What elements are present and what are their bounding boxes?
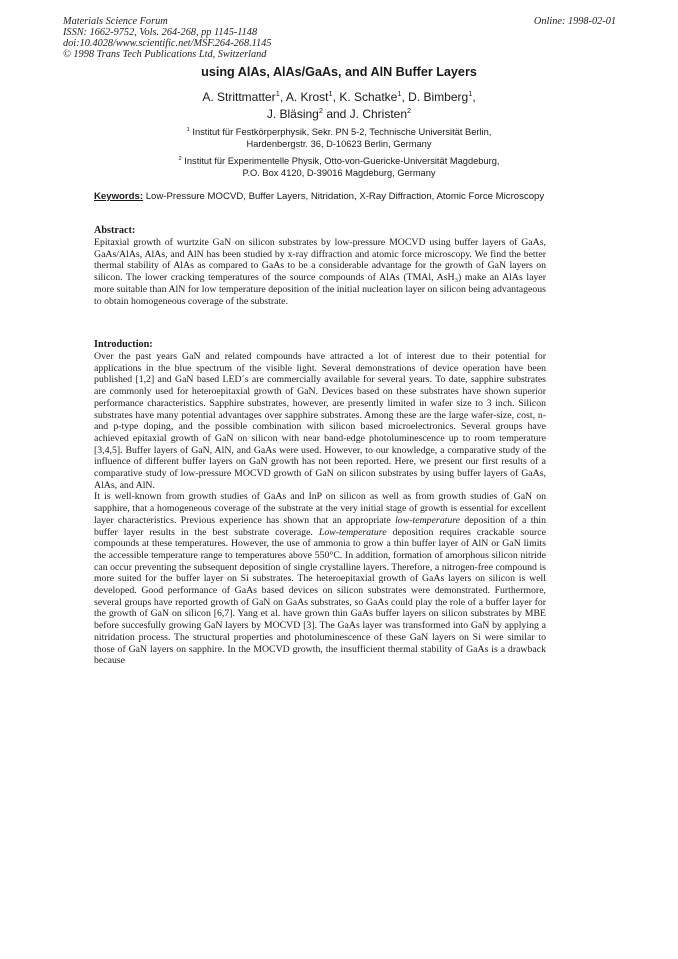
author-name: A. Strittmatter bbox=[202, 90, 276, 104]
author-line-1 bbox=[0, 89, 678, 106]
author-affil-mark: 1 bbox=[275, 89, 280, 98]
author-list bbox=[0, 89, 678, 123]
emphasis: low-temperature bbox=[395, 514, 461, 526]
text-run: deposition of a thin buffer layer results in the best substrate coverage. bbox=[94, 514, 546, 538]
author-name: J. Bläsing bbox=[266, 107, 319, 121]
affil-line: Institut für Festkörperphysik, Sekr. PN 5-2, Technische Universität Berlin, bbox=[189, 127, 492, 137]
paper-title: using AlAs, AlAs/GaAs, and AlN Buffer Layers bbox=[201, 65, 477, 79]
author-separator: , bbox=[472, 90, 476, 104]
author-affil-mark: 2 bbox=[407, 106, 412, 115]
affil-line: Hardenbergstr. 36, D-10623 Berlin, Germany bbox=[246, 139, 432, 149]
author-affil-mark: 1 bbox=[397, 89, 402, 98]
author-name: , D. Bimberg bbox=[401, 90, 469, 104]
abstract-section bbox=[94, 225, 546, 307]
introduction-heading: Introduction: bbox=[94, 339, 153, 350]
author-name: and J. Christen bbox=[322, 107, 408, 121]
text-run: It is well-known from growth studies of GaAs and InP on silicon as well as from growth studies of GaN on sapphire, that a homogeneous coverage of the substrate at the very initial stage of growth is essential for excellent layer characteristics. Previous experience has shown that an appropriate bbox=[94, 491, 546, 526]
abstract-heading: Abstract: bbox=[94, 225, 136, 236]
keywords bbox=[94, 191, 546, 203]
author-line-2 bbox=[0, 106, 678, 123]
author-affil-mark: 1 bbox=[328, 89, 333, 98]
journal-meta bbox=[63, 16, 272, 60]
affil-mark: 2 bbox=[178, 155, 182, 162]
journal-name: Materials Science Forum bbox=[63, 16, 168, 27]
copyright-line: © 1998 Trans Tech Publications Ltd, Switzerland bbox=[63, 49, 267, 60]
author-name: , A. Krost bbox=[279, 90, 329, 104]
affil-line: Institut für Experimentelle Physik, Otto-von-Guericke-Universität Magdeburg, bbox=[181, 156, 500, 166]
issn-line: ISSN: 1662-9752, Vols. 264-268, pp 1145-1148 bbox=[63, 27, 258, 38]
abstract-text: Epitaxial growth of wurtzite GaN on silicon substrates by low-pressure MOCVD using buffer layers of GaAs, GaAs/AlAs, AlAs, and AlN has been studied by x-ray diffraction and atomic force microscopy. We find the better thermal stability of AlAs as compared to GaAs to be a considerable advantage for the growth of GaN layers on silicon. The lower cracking temperatures of the source compounds of AlAs (TMAl, AsH₃) make an AlAs layer more suitable than AlN for low temperature deposition of the initial nucleation layer on silicon being advantageous to obtain homogeneous coverage of the substrate. bbox=[94, 237, 546, 307]
affiliation-1 bbox=[0, 126, 678, 150]
keywords-text: Low-Pressure MOCVD, Buffer Layers, Nitridation, X-Ray Diffraction, Atomic Force Microscopy bbox=[143, 191, 545, 202]
emphasis: Low-temperature bbox=[318, 526, 387, 538]
affiliation-2 bbox=[0, 155, 678, 179]
author-affil-mark: 2 bbox=[318, 106, 323, 115]
author-name: , K. Schatke bbox=[332, 90, 398, 104]
online-date: Online: 1998-02-01 bbox=[533, 16, 616, 27]
keywords-label: Keywords: bbox=[94, 191, 144, 202]
introduction-section bbox=[94, 339, 546, 667]
introduction-paragraph-1: Over the past years GaN and related compounds have attracted a lot of interest due to their potential for applications in the blue spectrum of the visible light. Several demonstrations of device operation have been published [1,2] and GaN based LED´s are commercially available for several years. To date, sapphire substrates are commonly used for heteroepitaxial growth of GaN. Devices based on these substrates have shown superior performance characteristics. Sapphire substrates, however, are presently limited in wafer size to 3 inch. Silicon substrates have many potential advantages over sapphire substrates. Among these are the large wafer-size, cost, n- and p-type doping, and the possible combination with silicon based microelectronics. Several groups have achieved epitaxial growth of GaN on silicon with near band-edge photoluminescence up to room temperature [3,4,5]. Buffer layers of GaN, AlN, and GaAs were used. However, to our knowledge, a comparative study of the influence of different buffer layers on GaN growth has not been reported. Here, we present our first results of a comparative study of low-pressure MOCVD growth of GaN on silicon substrates by using buffer layers of GaAs, AlAs, and AlN. bbox=[94, 351, 546, 491]
text-run: deposition requires crackable source compounds at these temperatures. However, the use of ammonia to grow a thin buffer layer of AlN or GaN limits the accessible temperature range to temperatures above 550°C. In addition, formation of amorphous silicon nitride can occur preventing the subsequent deposition of single crystalline layers. Therefore, a nitrogen-free compound is more suited for the buffer layer on Si substrates. The heteroepitaxial growth of GaAs layers on silicon is well developed. Good performance of GaAs based devices on silicon substrates were demonstrated. Furthermore, several groups have reported growth of GaN on GaAs substrates, so GaAs could play the role of a buffer layer for the growth of GaN on silicon [6,7]. Yang et al. have grown thin GaAs buffer layers on silicon substrates by MBE before succesfully growing GaN layers by MOCVD [3]. The GaAs layer was transformed into GaN by applying a nitridation process. The structural properties and photoluminescence of these GaN layers on Si were similar to those of GaN layers on sapphire. In the MOCVD growth, the insufficient thermal stability of GaAs is a drawback because bbox=[94, 526, 546, 667]
doi-line[interactable]: doi:10.4028/www.scientific.net/MSF.264-268.1145 bbox=[63, 38, 272, 49]
affil-line: P.O. Box 4120, D-39016 Magdeburg, Germany bbox=[242, 168, 436, 178]
affil-mark: 1 bbox=[186, 126, 190, 133]
author-affil-mark: 1 bbox=[468, 89, 473, 98]
introduction-paragraph-2 bbox=[94, 491, 546, 667]
